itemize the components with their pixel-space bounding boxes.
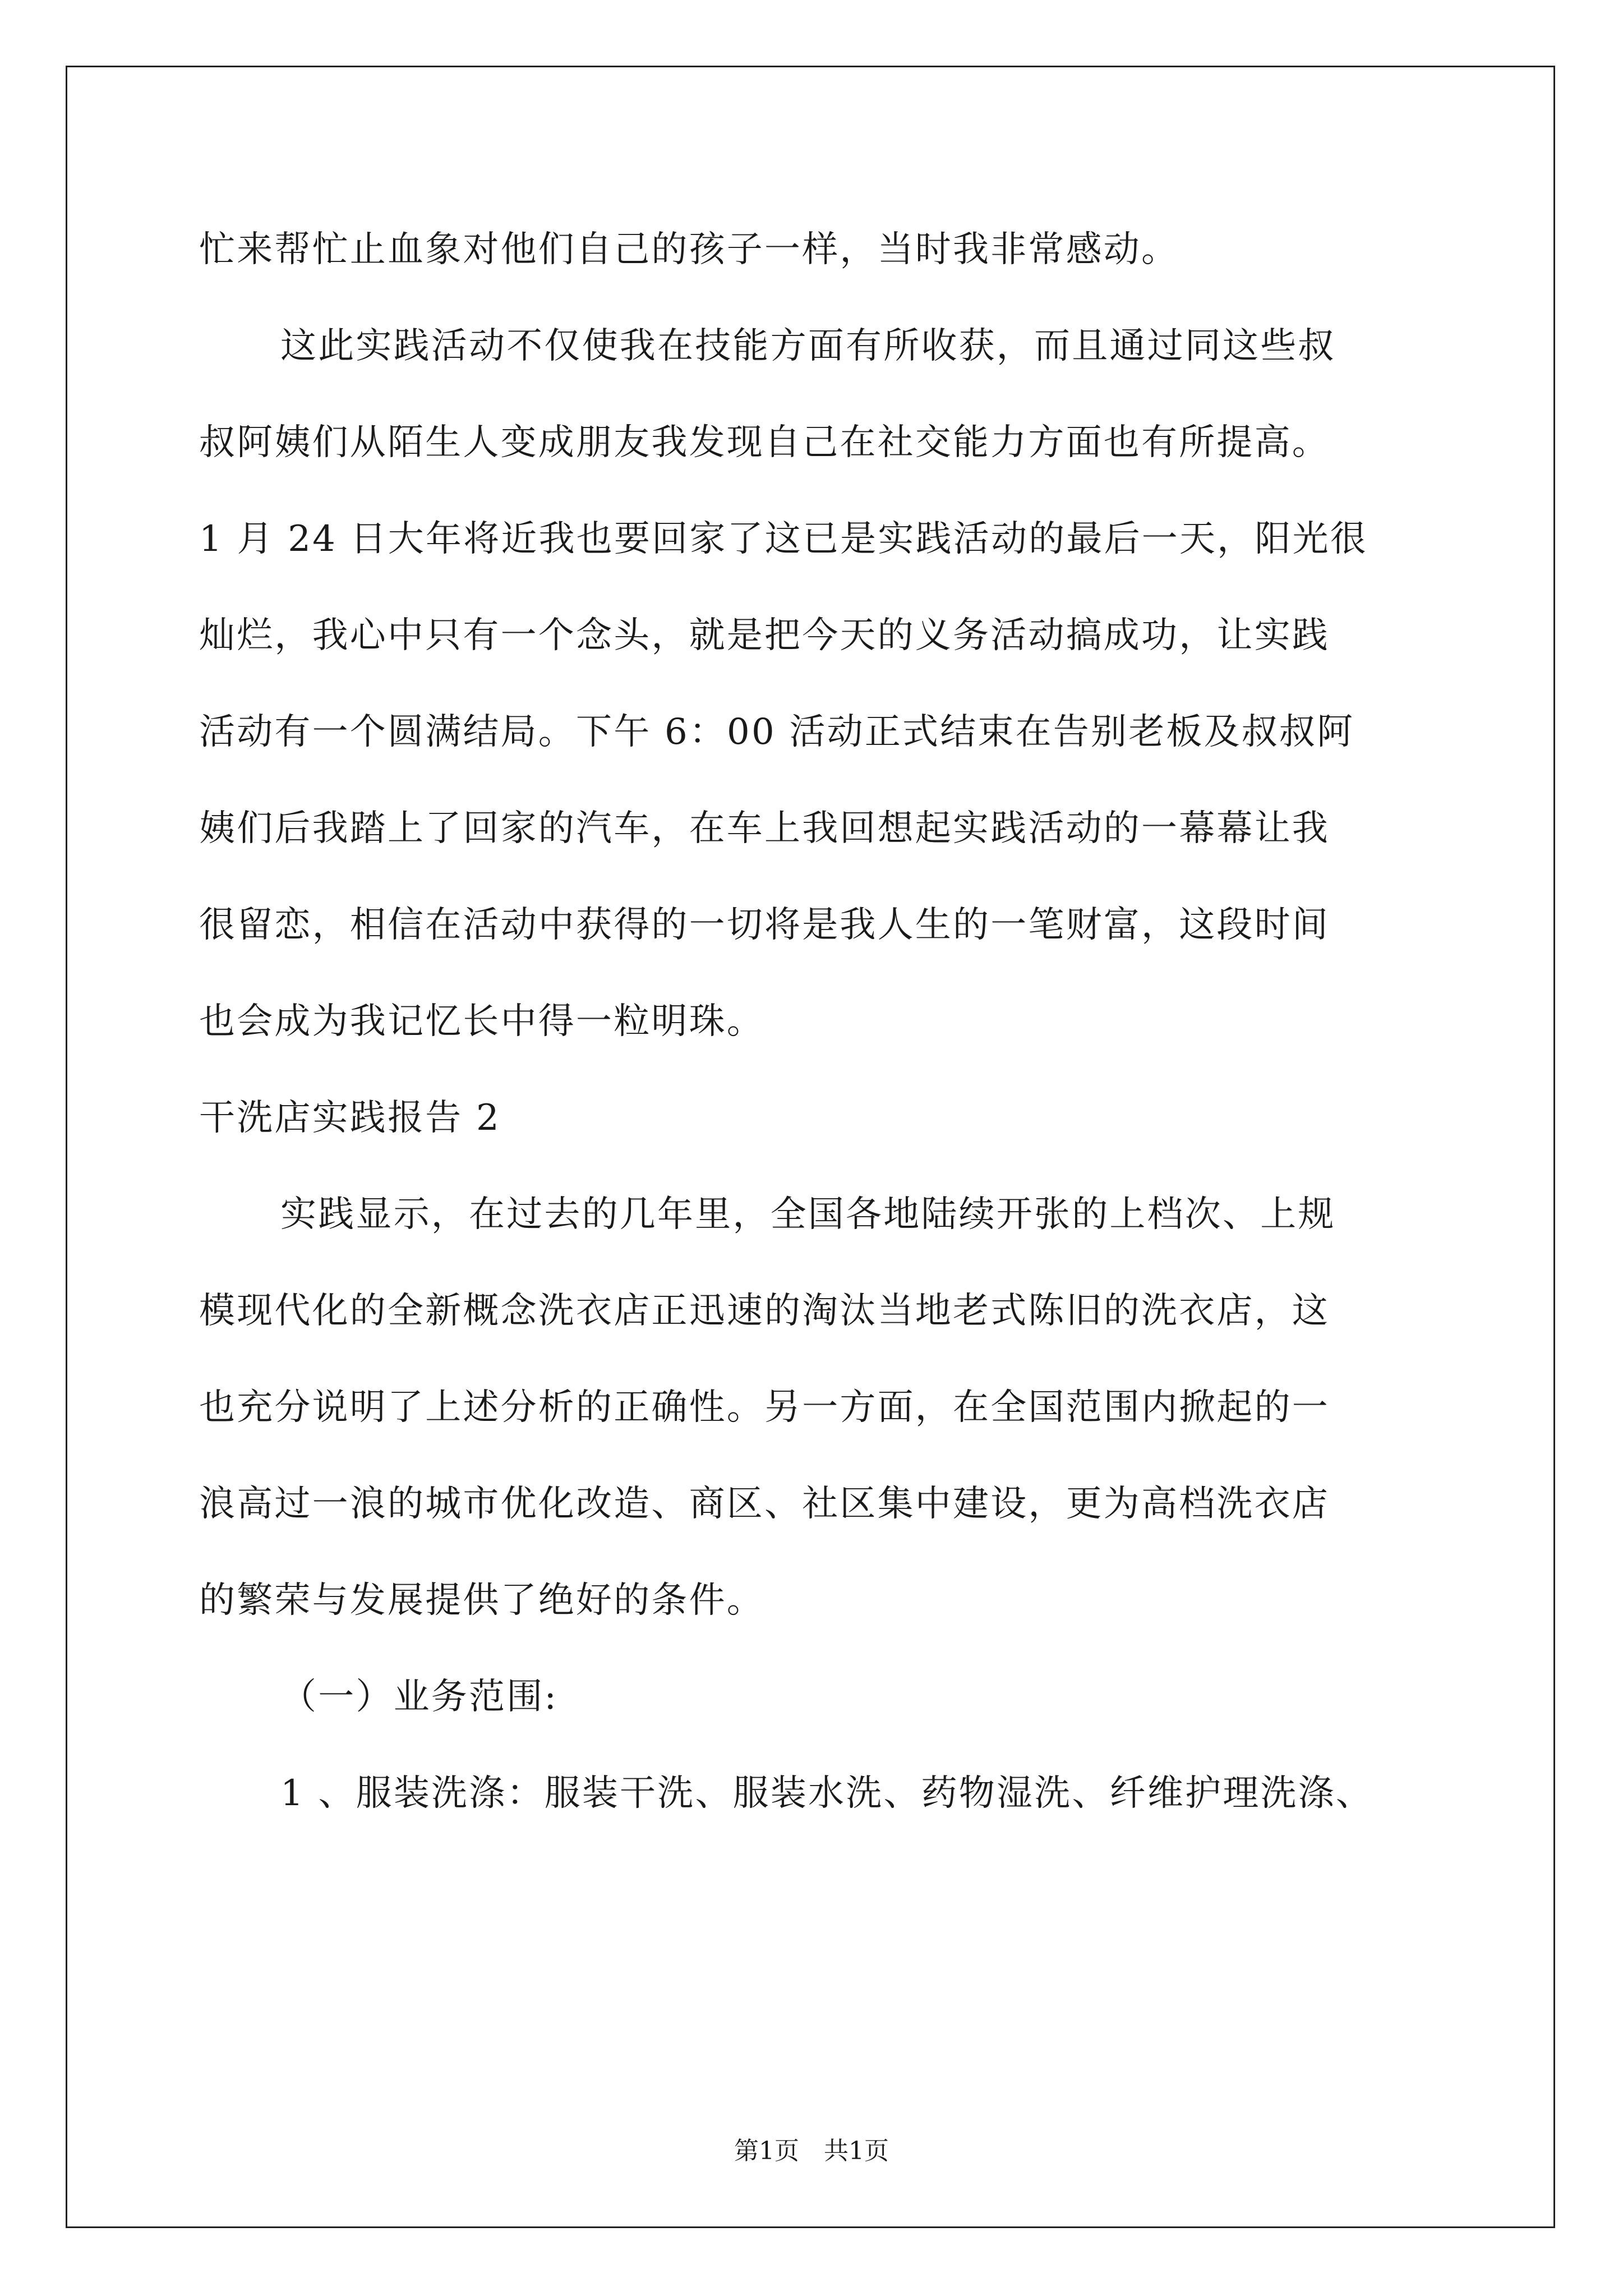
body-line: 1 月 24 日大年将近我也要回家了这已是实践活动的最后一天，阳光很 xyxy=(199,518,1368,560)
body-line: 也充分说明了上述分析的正确性。另一方面，在全国范围内掀起的一 xyxy=(199,1387,1330,1428)
total-pages: 共1页 xyxy=(824,2137,889,2165)
body-line: 很留恋，相信在活动中获得的一切将是我人生的一笔财富，这段时间 xyxy=(199,904,1330,946)
body-line: 这此实践活动不仅使我在技能方面有所收获，而且通过同这些叔 xyxy=(280,325,1336,367)
body-line: 活动有一个圆满结局。下午 6：00 活动正式结束在告别老板及叔叔阿 xyxy=(199,711,1355,753)
body-line: 灿烂，我心中只有一个念头，就是把今天的义务活动搞成功，让实践 xyxy=(199,615,1330,656)
page-number: 第1页 xyxy=(734,2137,799,2165)
body-line: 忙来帮忙止血象对他们自己的孩子一样，当时我非常感动。 xyxy=(199,229,1179,270)
body-line: 叔阿姨们从陌生人变成朋友我发现自己在社交能力方面也有所提高。 xyxy=(199,422,1330,463)
list-item: 1 、服装洗涤：服装干洗、服装水洗、药物湿洗、纤维护理洗涤、 xyxy=(280,1773,1374,1814)
body-line: 实践显示，在过去的几年里，全国各地陆续开张的上档次、上规 xyxy=(280,1194,1336,1235)
page-footer xyxy=(0,2136,1623,2167)
section-heading: 干洗店实践报告 2 xyxy=(199,1097,501,1139)
page-border xyxy=(66,66,1555,2228)
subsection-heading: （一）业务范围: xyxy=(280,1676,559,1718)
body-line: 姨们后我踏上了回家的汽车，在车上我回想起实践活动的一幕幕让我 xyxy=(199,808,1330,849)
body-line: 浪高过一浪的城市优化改造、商区、社区集中建设，更为高档洗衣店 xyxy=(199,1483,1330,1525)
body-line: 模现代化的全新概念洗衣店正迅速的淘汰当地老式陈旧的洗衣店，这 xyxy=(199,1290,1330,1332)
body-line: 的繁荣与发展提供了绝好的条件。 xyxy=(199,1580,764,1621)
body-line: 也会成为我记忆长中得一粒明珠。 xyxy=(199,1001,764,1042)
